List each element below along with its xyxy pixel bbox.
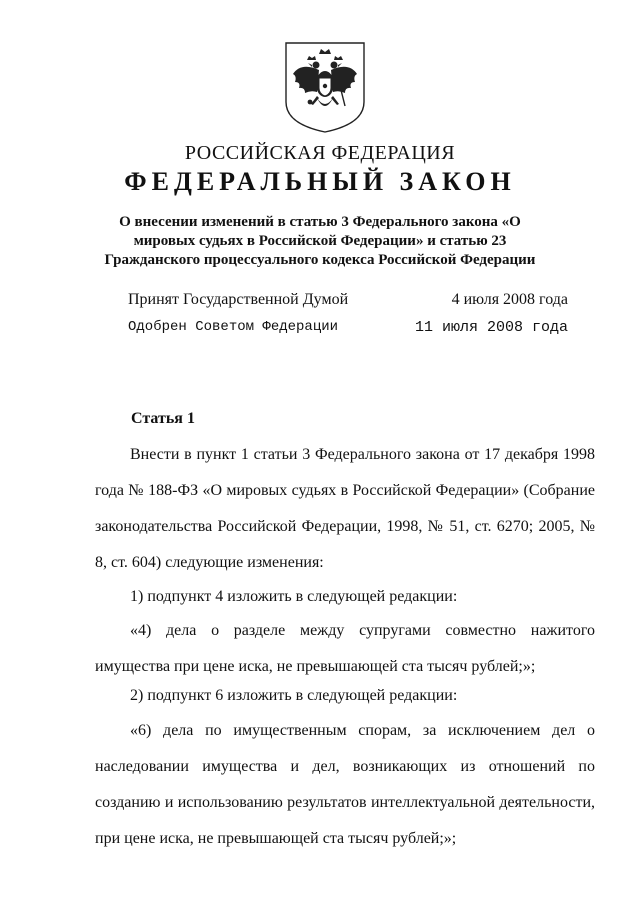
paragraph-block-4 bbox=[95, 678, 595, 714]
paragraph-intro: Внести в пункт 1 статьи 3 Федерального закона от 17 декабря 1998 года № 188-ФЗ «О мировых судьях в Российской Федерации» (Собрание законодательства Российской Федерации, 1998, № 51, ст. 6270; 2005, № 8, ст. 604) следующие изменения: bbox=[95, 446, 595, 571]
paragraph-item-1-text: «4) дела о разделе между супругами совместно нажитого имущества при цене иска, не превышающей ста тысяч рублей;»; bbox=[95, 622, 595, 675]
country-name: РОССИЙСКАЯ ФЕДЕРАЦИЯ bbox=[184, 142, 456, 164]
duma-label: Принят Государственной Думой bbox=[128, 291, 349, 308]
duma-date: 4 июля 2008 года bbox=[451, 291, 568, 308]
federation-date: 11 июля 2008 года bbox=[414, 319, 568, 336]
article-heading: Статья 1 bbox=[131, 410, 195, 427]
paragraph-block-5 bbox=[95, 713, 595, 857]
paragraph-block-2 bbox=[95, 579, 595, 615]
article-body bbox=[95, 437, 595, 581]
federation-label: Одобрен Советом Федерации bbox=[128, 319, 339, 335]
paragraph-block-3 bbox=[95, 613, 595, 685]
paragraph-item-1: 1) подпункт 4 изложить в следующей редакции: bbox=[130, 588, 458, 605]
coat-of-arms-icon bbox=[283, 40, 367, 134]
paragraph-item-2-text: «6) дела по имущественным спорам, за исключением дел о наследовании имущества и дел, возникающих из отношений по созданию и использованию результатов интеллектуальной деятельности, при цене иска, не превышающей ста тысяч рублей;»; bbox=[95, 722, 595, 847]
law-title: О внесении изменений в статью 3 Федерального закона «О мировых судьях в Российской Федерации» и статью 23 Гражданского процессуального кодекса Российской Федерации bbox=[104, 214, 536, 268]
paragraph-item-2: 2) подпункт 6 изложить в следующей редакции: bbox=[130, 687, 458, 704]
law-type: ФЕДЕРАЛЬНЫЙ ЗАКОН bbox=[124, 167, 516, 196]
